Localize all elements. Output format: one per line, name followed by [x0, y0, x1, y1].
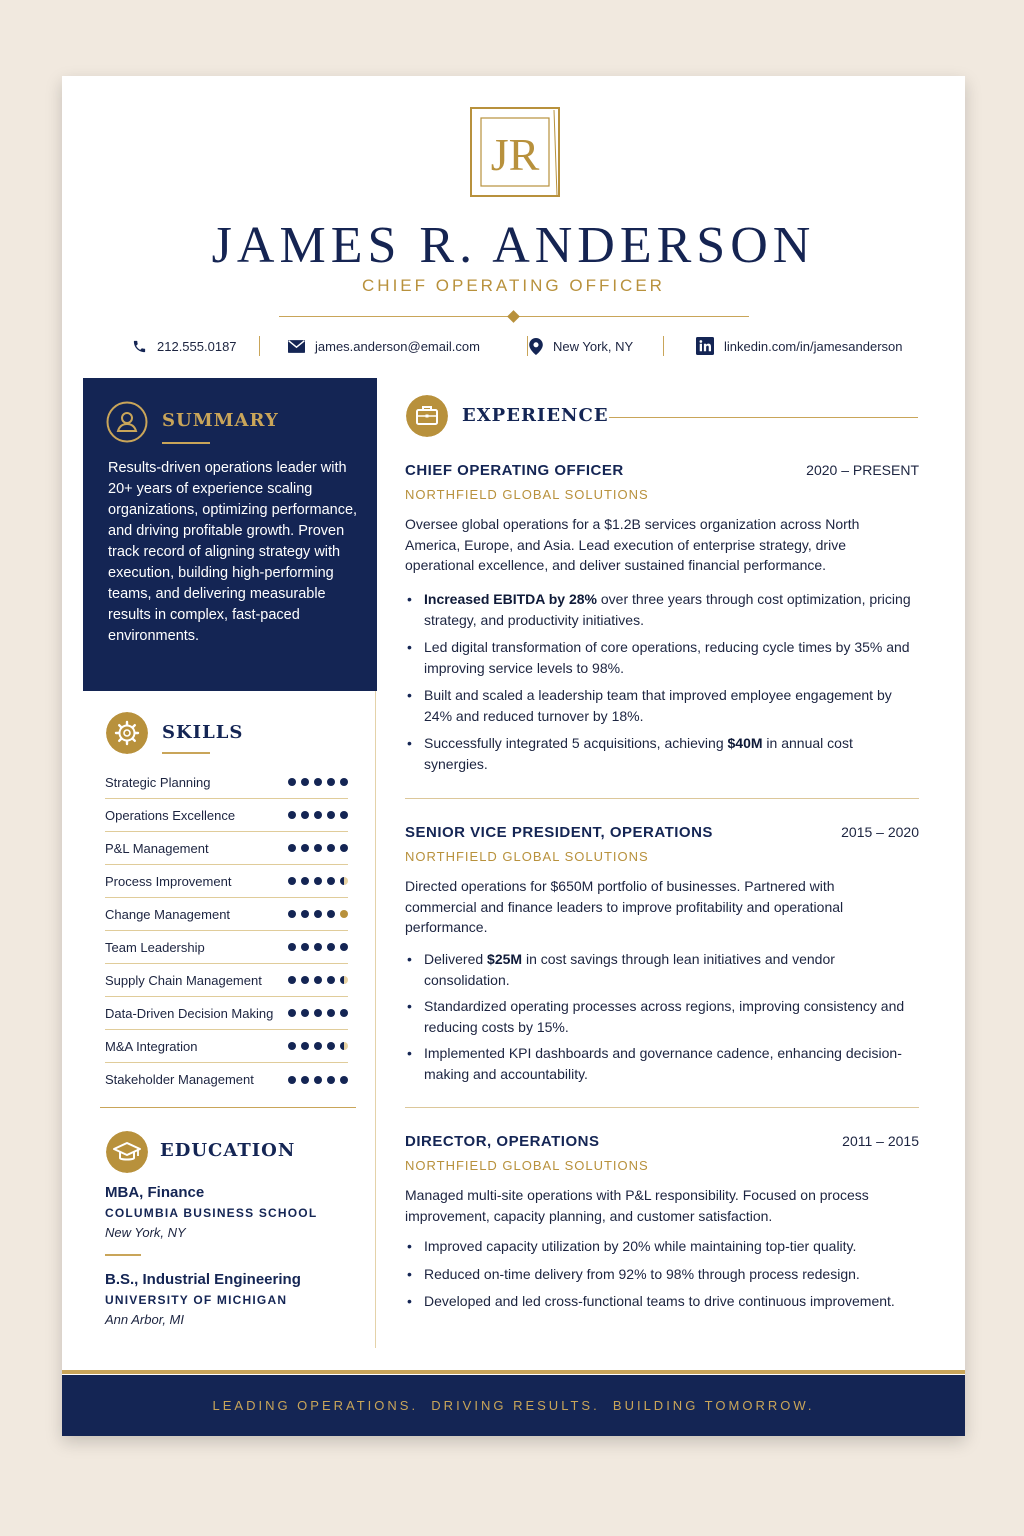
- job-bullet: • Developed and led cross-functional teams to drive continuous improvement.: [405, 1291, 919, 1312]
- job-dates: 2020 – PRESENT: [806, 462, 919, 478]
- location-text: New York, NY: [553, 338, 634, 354]
- rating-dot: [314, 811, 322, 819]
- skill-row: [105, 1063, 348, 1096]
- education-separator: [105, 1254, 141, 1256]
- skill-rating: [288, 943, 348, 951]
- job-company: NORTHFIELD GLOBAL SOLUTIONS: [405, 849, 649, 864]
- job-bullet: • Increased EBITDA by 28% over three years through cost optimization, pricing strategy, and productivity initiatives.: [405, 589, 919, 630]
- rating-dot: [327, 976, 335, 984]
- rating-dot: [314, 877, 322, 885]
- skill-row: [105, 964, 348, 997]
- skill-name: M&A Integration: [105, 1038, 198, 1054]
- skill-row: [105, 997, 348, 1030]
- candidate-title: CHIEF OPERATING OFFICER: [362, 276, 665, 295]
- rating-dot: [314, 976, 322, 984]
- rating-dot: [340, 1009, 348, 1017]
- graduation-cap-icon: [106, 1131, 148, 1173]
- rating-dot: [340, 1076, 348, 1084]
- job-bullet: • Built and scaled a leadership team that improved employee engagement by 24% and reduced turnover by 18%.: [405, 685, 919, 726]
- job-title: SENIOR VICE PRESIDENT, OPERATIONS: [405, 824, 713, 841]
- job-separator: [405, 1107, 919, 1108]
- rating-dot: [288, 811, 296, 819]
- rating-dot: [288, 778, 296, 786]
- skill-name: Strategic Planning: [105, 774, 211, 790]
- rating-dot: [288, 976, 296, 984]
- skill-row: [105, 1030, 348, 1063]
- job-dates: 2011 – 2015: [842, 1133, 919, 1149]
- contact-phone[interactable]: [132, 334, 237, 358]
- job-bullet: • Implemented KPI dashboards and governance cadence, enhancing decision-making and accountability.: [405, 1043, 919, 1084]
- skill-rating: [288, 778, 348, 786]
- skill-name: Operations Excellence: [105, 807, 236, 823]
- rating-dot: [288, 844, 296, 852]
- rating-dot: [327, 778, 335, 786]
- skill-name: P&L Management: [105, 840, 209, 856]
- job-dates: 2015 – 2020: [841, 824, 919, 840]
- rating-dot: [340, 1042, 348, 1050]
- gear-icon: [106, 712, 148, 754]
- rating-dot: [301, 1076, 309, 1084]
- rating-dot: [340, 778, 348, 786]
- contact-email[interactable]: [288, 334, 480, 358]
- skill-row: [105, 766, 348, 799]
- rating-dot: [314, 1076, 322, 1084]
- job-description: Directed operations for $650M portfolio of businesses. Partnered with commercial and finance leaders to improve profitability and operational performance.: [405, 878, 844, 935]
- skill-name: Team Leadership: [105, 939, 205, 955]
- rating-dot: [301, 877, 309, 885]
- skill-row: [105, 865, 348, 898]
- rating-dot: [288, 943, 296, 951]
- summary-underline: [162, 442, 210, 444]
- monogram-logo: [469, 106, 561, 198]
- job-description: Managed multi-site operations with P&L responsibility. Focused on process improvement, capacity planning, and customer satisfaction.: [405, 1187, 869, 1224]
- job-bullet: • Reduced on-time delivery from 92% to 98% through process redesign.: [405, 1264, 919, 1285]
- rating-dot: [340, 943, 348, 951]
- rating-dot: [327, 844, 335, 852]
- skill-rating: [288, 1042, 348, 1050]
- rating-dot: [327, 811, 335, 819]
- education-item-mba: [105, 1184, 345, 1240]
- skill-rating: [288, 1076, 348, 1084]
- footer-banner: [62, 1375, 965, 1436]
- skills-list: [105, 766, 348, 1096]
- skill-row: [105, 898, 348, 931]
- rating-dot: [340, 910, 348, 918]
- summary-text: Results-driven operations leader with 20+ years of experience scaling organizations, optimizing performance, and driving profitable growth. Proven track record of aligning strategy with execution, building high-performing teams, and delivering measurable results in complex, fast-paced environments.: [108, 460, 358, 644]
- linkedin-text: linkedin.com/in/jamesanderson: [724, 338, 903, 354]
- job-separator: [405, 798, 919, 799]
- candidate-name: JAMES R. ANDERSON: [211, 217, 816, 274]
- experience-heading-line: [609, 417, 918, 418]
- rating-dot: [327, 1076, 335, 1084]
- job-title: DIRECTOR, OPERATIONS: [405, 1133, 600, 1150]
- skill-rating: [288, 910, 348, 918]
- job-company: NORTHFIELD GLOBAL SOLUTIONS: [405, 1158, 649, 1173]
- rating-dot: [288, 1042, 296, 1050]
- phone-text: 212.555.0187: [157, 338, 237, 354]
- skill-rating: [288, 811, 348, 819]
- skill-name: Data-Driven Decision Making: [105, 1005, 274, 1021]
- skill-name: Stakeholder Management: [105, 1072, 254, 1087]
- skill-rating: [288, 976, 348, 984]
- rating-dot: [301, 778, 309, 786]
- job-bullets: [405, 589, 919, 774]
- education-heading: EDUCATION: [160, 1140, 296, 1161]
- rating-dot: [314, 943, 322, 951]
- school: UNIVERSITY OF MICHIGAN: [105, 1293, 288, 1307]
- contact-linkedin[interactable]: [696, 334, 902, 358]
- degree: MBA, Finance: [105, 1184, 205, 1201]
- header-divider: [279, 312, 749, 322]
- rating-dot: [288, 910, 296, 918]
- job-bullet: • Improved capacity utilization by 20% while maintaining top-tier quality.: [405, 1236, 919, 1257]
- rating-dot: [314, 1042, 322, 1050]
- rating-dot: [301, 976, 309, 984]
- education-item-bs: [105, 1271, 345, 1327]
- rating-dot: [314, 1009, 322, 1017]
- resume-page: [62, 76, 965, 1436]
- skill-rating: [288, 1009, 348, 1017]
- footer-tagline: LEADING OPERATIONS. DRIVING RESULTS. BUILDING TOMORROW.: [212, 1398, 815, 1413]
- summary-heading: SUMMARY: [162, 410, 279, 431]
- rating-dot: [314, 844, 322, 852]
- skill-row: [105, 832, 348, 865]
- skill-row: [105, 931, 348, 964]
- skill-rating: [288, 844, 348, 852]
- job-bullets: [405, 1236, 919, 1312]
- skills-underline: [162, 752, 210, 754]
- footer-gold-rule: [62, 1370, 965, 1374]
- contact-location[interactable]: [529, 334, 633, 358]
- job-bullet: • Delivered $25M in cost savings through lean initiatives and vendor consolidation.: [405, 949, 919, 990]
- degree: B.S., Industrial Engineering: [105, 1271, 301, 1288]
- rating-dot: [327, 1009, 335, 1017]
- svg-text:JR: JR: [490, 129, 540, 180]
- contact-row: [62, 334, 965, 358]
- rating-dot: [327, 877, 335, 885]
- skills-heading: SKILLS: [162, 722, 244, 743]
- rating-dot: [301, 844, 309, 852]
- rating-dot: [301, 811, 309, 819]
- rating-dot: [327, 1042, 335, 1050]
- rating-dot: [301, 1042, 309, 1050]
- envelope-icon: [288, 340, 305, 353]
- email-text: james.anderson@email.com: [315, 338, 480, 354]
- rating-dot: [301, 943, 309, 951]
- column-divider: [375, 691, 376, 1348]
- job-company: NORTHFIELD GLOBAL SOLUTIONS: [405, 487, 649, 502]
- briefcase-icon: [406, 395, 448, 437]
- rating-dot: [314, 910, 322, 918]
- rating-dot: [327, 910, 335, 918]
- rating-dot: [288, 877, 296, 885]
- rating-dot: [340, 976, 348, 984]
- rating-dot: [301, 910, 309, 918]
- rating-dot: [340, 811, 348, 819]
- skill-row: [105, 799, 348, 832]
- school-location: New York, NY: [105, 1225, 186, 1240]
- linkedin-icon: [696, 337, 714, 355]
- school-location: Ann Arbor, MI: [105, 1312, 184, 1327]
- experience-heading: EXPERIENCE: [462, 405, 609, 426]
- job-bullets: [405, 949, 919, 1084]
- rating-dot: [288, 1076, 296, 1084]
- rating-dot: [288, 1009, 296, 1017]
- job-title: CHIEF OPERATING OFFICER: [405, 462, 624, 479]
- rating-dot: [327, 943, 335, 951]
- school: COLUMBIA BUSINESS SCHOOL: [105, 1206, 318, 1220]
- rating-dot: [340, 877, 348, 885]
- rating-dot: [340, 844, 348, 852]
- job-bullet: • Led digital transformation of core operations, reducing cycle times by 35% and improving service levels to 98%.: [405, 637, 919, 678]
- job-description: Oversee global operations for a $1.2B services organization across North America, Europe, and Asia. Lead execution of enterprise strategy, drive operational excellence, and deliver sustained financial performance.: [405, 516, 860, 573]
- rating-dot: [301, 1009, 309, 1017]
- phone-icon: [132, 339, 147, 354]
- job-bullet: • Standardized operating processes across regions, improving consistency and reducing costs by 15%.: [405, 996, 919, 1037]
- user-icon: [106, 401, 148, 443]
- rating-dot: [314, 778, 322, 786]
- summary-section: [83, 378, 377, 691]
- skill-name: Supply Chain Management: [105, 972, 262, 988]
- skill-name: Change Management: [105, 906, 231, 922]
- skill-rating: [288, 877, 348, 885]
- map-pin-icon: [529, 338, 543, 355]
- skills-divider: [100, 1107, 356, 1108]
- job-bullet: • Successfully integrated 5 acquisitions, achieving $40M in annual cost synergies.: [405, 733, 919, 774]
- skill-name: Process Improvement: [105, 873, 232, 889]
